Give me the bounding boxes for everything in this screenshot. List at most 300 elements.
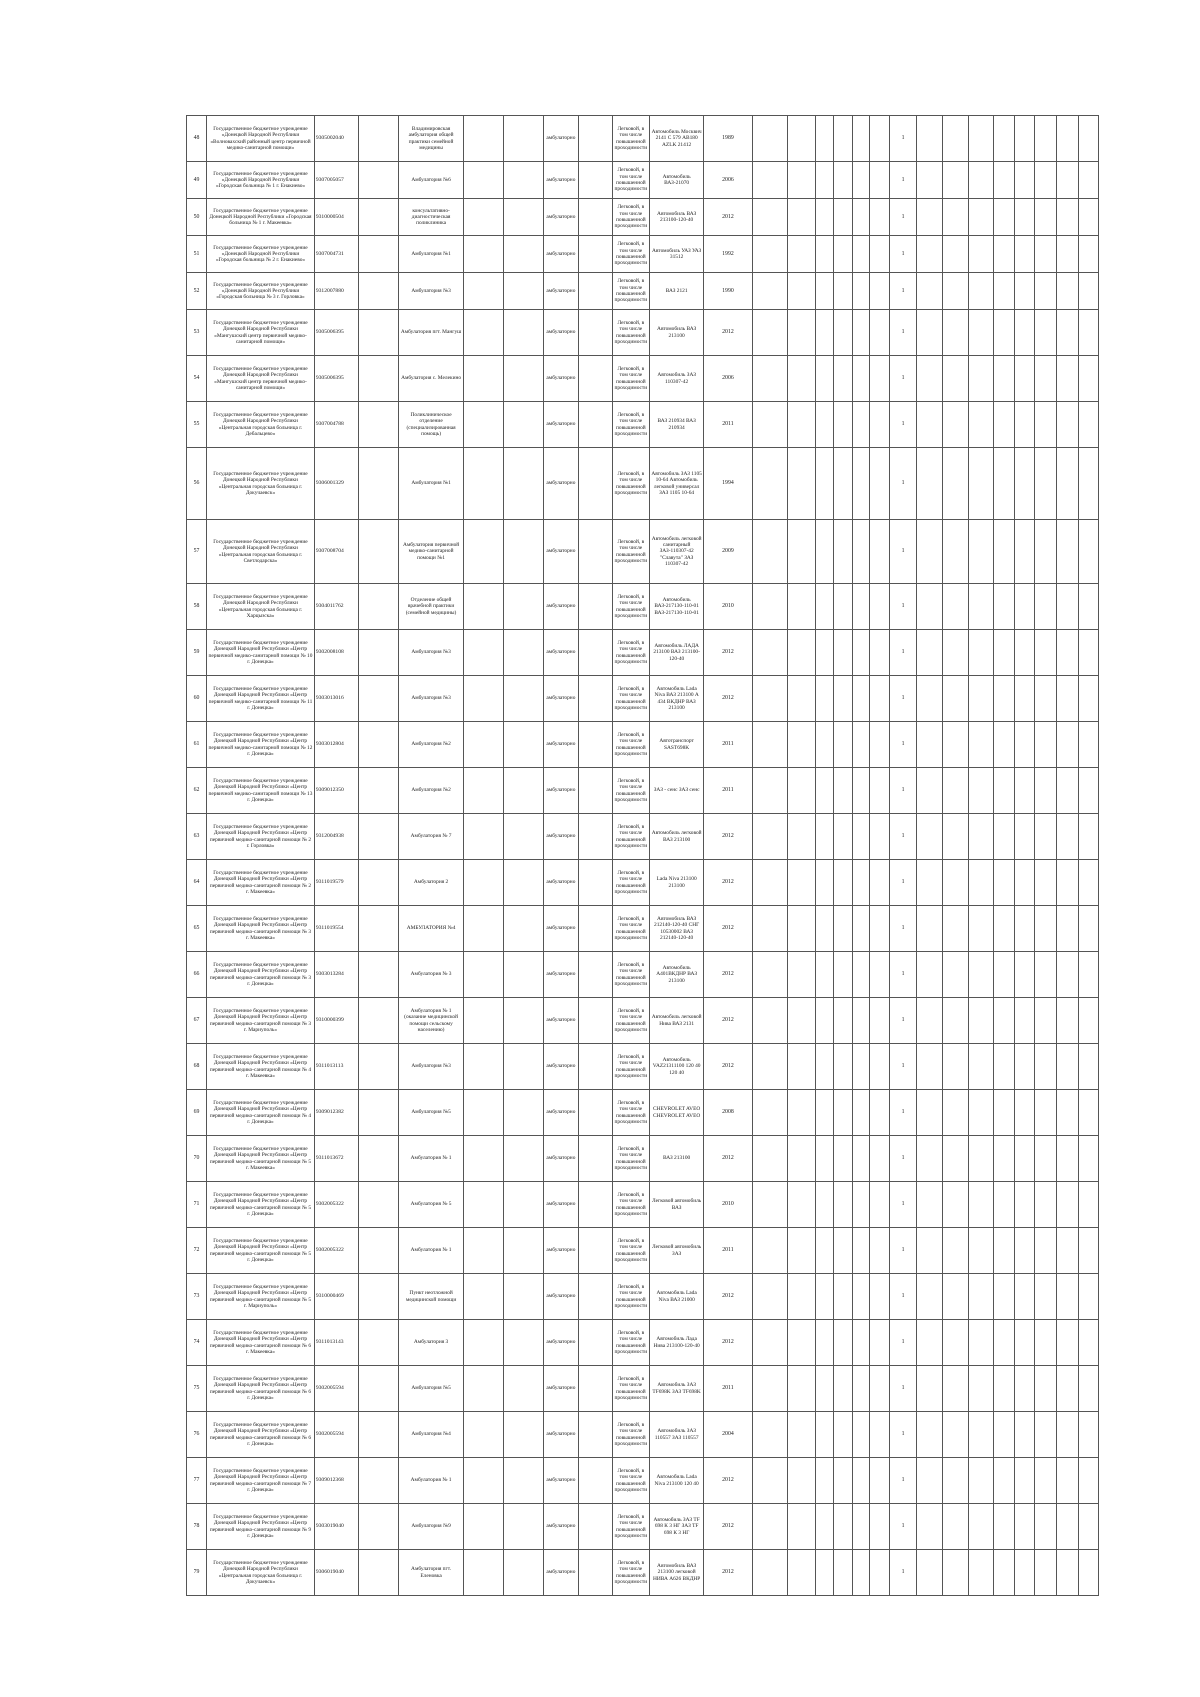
empty-cell (1015, 310, 1035, 356)
care-form: амбулаторно (544, 402, 578, 448)
row-number: 63 (187, 814, 207, 860)
vehicle-model: Автомобиль ВАЗ 213100 (649, 310, 703, 356)
empty-cell (942, 116, 968, 162)
empty-cell (853, 310, 870, 356)
organization-name: Государственное бюджетное учреждение «Донецкой Народной Республики «Волновахский районный центр первичной медико-санитарной помощи» (207, 116, 315, 162)
care-form: амбулаторно (544, 814, 578, 860)
empty-cell (359, 1458, 399, 1504)
vehicle-model: ЗАЗ - сенс ЗАЗ сенс (649, 768, 703, 814)
registry-code: 9302008108 (314, 630, 358, 676)
empty-cell (994, 310, 1015, 356)
empty-cell (853, 1458, 870, 1504)
empty-cell (1035, 310, 1056, 356)
empty-cell (359, 584, 399, 630)
empty-cell (1015, 199, 1035, 236)
empty-cell (816, 814, 834, 860)
care-form: амбулаторно (544, 356, 578, 402)
table-row (187, 448, 1099, 520)
empty-cell (853, 520, 870, 584)
empty-cell (787, 1550, 815, 1596)
table-row (187, 116, 1099, 162)
vehicle-year: 2006 (704, 162, 752, 199)
empty-cell (853, 116, 870, 162)
subdivision-name: Амбулатория №9 (399, 1504, 463, 1550)
empty-cell (359, 1320, 399, 1366)
empty-cell (916, 1412, 942, 1458)
subdivision-name: Амбулатория № 5 (399, 1182, 463, 1228)
vehicle-quantity: 1 (890, 402, 916, 448)
care-form: амбулаторно (544, 998, 578, 1044)
empty-cell (578, 1412, 612, 1458)
empty-cell (1035, 722, 1056, 768)
empty-cell (1035, 520, 1056, 584)
empty-cell (752, 722, 787, 768)
empty-cell (1056, 1504, 1078, 1550)
empty-cell (870, 1504, 890, 1550)
empty-cell (994, 1504, 1015, 1550)
empty-cell (1015, 273, 1035, 310)
vehicle-quantity: 1 (890, 273, 916, 310)
row-number: 76 (187, 1412, 207, 1458)
subdivision-name: Амбулатория №6 (399, 162, 463, 199)
vehicle-category: Легковой, в том числе повышенной проходимости (612, 1182, 649, 1228)
empty-cell (870, 520, 890, 584)
vehicle-year: 2011 (704, 402, 752, 448)
organization-name: Государственное бюджетное учреждение Донецкой Народной Республики «Центральная городская больница г. Светлодарска» (207, 520, 315, 584)
organization-name: Государственное бюджетное учреждение Донецкой Народной Республики «Центр первичной медико-санитарной помощи № 5 г. Донецка» (207, 1228, 315, 1274)
empty-cell (504, 356, 544, 402)
empty-cell (942, 199, 968, 236)
empty-cell (870, 1412, 890, 1458)
subdivision-name: Амбулатория №1 (399, 448, 463, 520)
empty-cell (359, 273, 399, 310)
empty-cell (942, 310, 968, 356)
vehicle-quantity: 1 (890, 1412, 916, 1458)
subdivision-name: Амбулатория №3 (399, 676, 463, 722)
empty-cell (752, 520, 787, 584)
empty-cell (853, 199, 870, 236)
empty-cell (853, 1136, 870, 1182)
empty-cell (968, 1182, 993, 1228)
empty-cell (1078, 584, 1098, 630)
empty-cell (578, 1504, 612, 1550)
empty-cell (834, 273, 853, 310)
vehicle-model: Lada Niva 213100 213100 (649, 860, 703, 906)
empty-cell (504, 402, 544, 448)
empty-cell (870, 116, 890, 162)
row-number: 61 (187, 722, 207, 768)
empty-cell (1035, 199, 1056, 236)
subdivision-name: Амбулатория с. Мелекино (399, 356, 463, 402)
empty-cell (787, 906, 815, 952)
empty-cell (359, 1274, 399, 1320)
registry-code: 9302005594 (314, 1366, 358, 1412)
vehicle-category: Легковой, в том числе повышенной проходимости (612, 310, 649, 356)
empty-cell (853, 1550, 870, 1596)
empty-cell (942, 1044, 968, 1090)
vehicle-year: 1992 (704, 236, 752, 273)
vehicle-quantity: 1 (890, 1090, 916, 1136)
empty-cell (942, 952, 968, 998)
empty-cell (916, 998, 942, 1044)
empty-cell (994, 236, 1015, 273)
table-row (187, 1320, 1099, 1366)
registry-code: 9307008704 (314, 520, 358, 584)
empty-cell (359, 199, 399, 236)
vehicle-category: Легковой, в том числе повышенной проходимости (612, 520, 649, 584)
empty-cell (1015, 1550, 1035, 1596)
care-form: амбулаторно (544, 310, 578, 356)
empty-cell (916, 630, 942, 676)
vehicle-year: 1994 (704, 448, 752, 520)
empty-cell (1035, 1274, 1056, 1320)
registry-code: 9307004731 (314, 236, 358, 273)
vehicle-quantity: 1 (890, 676, 916, 722)
row-number: 77 (187, 1458, 207, 1504)
table-row (187, 952, 1099, 998)
subdivision-name: Поликлиническое отделение (специализированная помощь) (399, 402, 463, 448)
row-number: 67 (187, 998, 207, 1044)
empty-cell (870, 952, 890, 998)
empty-cell (834, 1228, 853, 1274)
empty-cell (816, 998, 834, 1044)
empty-cell (463, 676, 503, 722)
empty-cell (752, 584, 787, 630)
empty-cell (1015, 906, 1035, 952)
organization-name: Государственное бюджетное учреждение Донецкой Народной Республики «Центр первичной медико-санитарной помощи № 2 г. Макеевка» (207, 860, 315, 906)
empty-cell (853, 162, 870, 199)
vehicle-category: Легковой, в том числе повышенной проходимости (612, 162, 649, 199)
empty-cell (1015, 676, 1035, 722)
empty-cell (834, 402, 853, 448)
vehicle-category: Легковой, в том числе повышенной проходимости (612, 906, 649, 952)
empty-cell (1078, 199, 1098, 236)
organization-name: Государственное бюджетное учреждение «Донецкой Народной Республики «Городская больница № 2 г. Енакиево» (207, 236, 315, 273)
empty-cell (359, 116, 399, 162)
empty-cell (1035, 630, 1056, 676)
row-number: 74 (187, 1320, 207, 1366)
table-row (187, 310, 1099, 356)
empty-cell (504, 1136, 544, 1182)
empty-cell (942, 1504, 968, 1550)
empty-cell (1056, 952, 1078, 998)
empty-cell (994, 1458, 1015, 1504)
table-row (187, 676, 1099, 722)
row-number: 54 (187, 356, 207, 402)
empty-cell (968, 310, 993, 356)
empty-cell (752, 906, 787, 952)
empty-cell (1015, 860, 1035, 906)
empty-cell (916, 860, 942, 906)
empty-cell (504, 768, 544, 814)
empty-cell (994, 199, 1015, 236)
empty-cell (578, 310, 612, 356)
empty-cell (578, 402, 612, 448)
empty-cell (916, 1090, 942, 1136)
empty-cell (834, 768, 853, 814)
organization-name: Государственное бюджетное учреждение Донецкой Народной Республики «Центральная городская больница г. Докучаевск» (207, 448, 315, 520)
empty-cell (994, 998, 1015, 1044)
subdivision-name: Амбулатория № 3 (399, 952, 463, 998)
empty-cell (752, 1412, 787, 1458)
empty-cell (504, 1274, 544, 1320)
empty-cell (853, 356, 870, 402)
empty-cell (816, 448, 834, 520)
empty-cell (834, 630, 853, 676)
empty-cell (816, 952, 834, 998)
organization-name: Государственное бюджетное учреждение Донецкой Народной Республики «Центр первичной медико-санитарной помощи № 3 г. Донецка» (207, 952, 315, 998)
vehicle-quantity: 1 (890, 630, 916, 676)
empty-cell (1015, 1504, 1035, 1550)
empty-cell (916, 448, 942, 520)
empty-cell (968, 722, 993, 768)
empty-cell (816, 906, 834, 952)
registry-code: 9312004938 (314, 814, 358, 860)
vehicle-quantity: 1 (890, 448, 916, 520)
vehicle-quantity: 1 (890, 814, 916, 860)
organization-name: Государственное бюджетное учреждение Донецкой Народной Республики «Центр первичной медико-санитарной помощи № 4 г. Макеевка» (207, 1044, 315, 1090)
row-number: 60 (187, 676, 207, 722)
organization-name: Государственное бюджетное учреждение Донецкой Народной Республики «Центр первичной медико-санитарной помощи № 4 г. Донецка» (207, 1090, 315, 1136)
empty-cell (1035, 116, 1056, 162)
empty-cell (916, 162, 942, 199)
empty-cell (853, 814, 870, 860)
empty-cell (1056, 768, 1078, 814)
vehicle-year: 2012 (704, 1044, 752, 1090)
table-row (187, 1458, 1099, 1504)
empty-cell (1056, 906, 1078, 952)
subdivision-name: Амбулатория № 1 (399, 1136, 463, 1182)
empty-cell (1078, 1504, 1098, 1550)
empty-cell (504, 998, 544, 1044)
empty-cell (968, 768, 993, 814)
empty-cell (578, 199, 612, 236)
subdivision-name: Амбулатория пгт. Мангуш (399, 310, 463, 356)
empty-cell (752, 199, 787, 236)
vehicle-model: Автомобиль легковой санитарный ЗАЗ-110307-42 "Славута" ЗАЗ 110307-42 (649, 520, 703, 584)
empty-cell (1056, 448, 1078, 520)
registry-code: 9311013113 (314, 1044, 358, 1090)
row-number: 69 (187, 1090, 207, 1136)
row-number: 51 (187, 236, 207, 273)
empty-cell (463, 584, 503, 630)
organization-name: Государственное бюджетное учреждение Донецкой Народной Республики «Центр первичной медико-санитарной помощи № 12 г. Донецка» (207, 722, 315, 768)
empty-cell (816, 1136, 834, 1182)
care-form: амбулаторно (544, 1274, 578, 1320)
empty-cell (853, 273, 870, 310)
table-row (187, 162, 1099, 199)
empty-cell (359, 236, 399, 273)
empty-cell (994, 273, 1015, 310)
empty-cell (853, 1412, 870, 1458)
empty-cell (994, 1320, 1015, 1366)
vehicle-year: 2012 (704, 1550, 752, 1596)
empty-cell (578, 814, 612, 860)
empty-cell (1078, 860, 1098, 906)
empty-cell (1056, 310, 1078, 356)
empty-cell (787, 356, 815, 402)
empty-cell (853, 1504, 870, 1550)
empty-cell (463, 768, 503, 814)
empty-cell (504, 584, 544, 630)
empty-cell (504, 199, 544, 236)
empty-cell (834, 722, 853, 768)
empty-cell (816, 1274, 834, 1320)
empty-cell (1035, 1412, 1056, 1458)
empty-cell (1056, 1458, 1078, 1504)
subdivision-name: Амбулатория №1 (399, 236, 463, 273)
empty-cell (968, 199, 993, 236)
subdivision-name: Амбулатория №3 (399, 1044, 463, 1090)
empty-cell (1015, 722, 1035, 768)
care-form: амбулаторно (544, 1044, 578, 1090)
empty-cell (504, 162, 544, 199)
organization-name: Государственное бюджетное учреждение Донецкой Народной Республики «Мангушский центр первичной медико-санитарной помощи» (207, 310, 315, 356)
empty-cell (916, 1182, 942, 1228)
empty-cell (816, 1090, 834, 1136)
subdivision-name: Амбулатория №5 (399, 1090, 463, 1136)
registry-code: 9311019554 (314, 906, 358, 952)
organization-name: Государственное бюджетное учреждение Донецкой Народной Республики «Центр первичной медико-санитарной помощи № 13 г. Донецка» (207, 768, 315, 814)
empty-cell (578, 1044, 612, 1090)
empty-cell (853, 768, 870, 814)
empty-cell (816, 676, 834, 722)
empty-cell (752, 1182, 787, 1228)
subdivision-name: Отделение общей врачебной практики (семейной медицины) (399, 584, 463, 630)
empty-cell (870, 162, 890, 199)
empty-cell (504, 1412, 544, 1458)
care-form: амбулаторно (544, 906, 578, 952)
table-row (187, 402, 1099, 448)
empty-cell (1056, 236, 1078, 273)
empty-cell (916, 520, 942, 584)
empty-cell (787, 1320, 815, 1366)
vehicle-model: Автомобиль УАЗ УАЗ 31512 (649, 236, 703, 273)
empty-cell (853, 448, 870, 520)
empty-cell (578, 1320, 612, 1366)
vehicle-category: Легковой, в том числе повышенной проходимости (612, 1550, 649, 1596)
row-number: 59 (187, 630, 207, 676)
subdivision-name: Амбулатория №3 (399, 630, 463, 676)
empty-cell (1078, 236, 1098, 273)
empty-cell (916, 273, 942, 310)
care-form: амбулаторно (544, 448, 578, 520)
empty-cell (870, 998, 890, 1044)
empty-cell (359, 768, 399, 814)
registry-code: 9302005322 (314, 1228, 358, 1274)
empty-cell (834, 906, 853, 952)
empty-cell (994, 162, 1015, 199)
empty-cell (359, 998, 399, 1044)
vehicle-year: 2012 (704, 676, 752, 722)
empty-cell (1035, 860, 1056, 906)
empty-cell (816, 1504, 834, 1550)
empty-cell (504, 1090, 544, 1136)
empty-cell (578, 860, 612, 906)
empty-cell (916, 1274, 942, 1320)
registry-code: 9307005057 (314, 162, 358, 199)
vehicle-category: Легковой, в том числе повышенной проходимости (612, 448, 649, 520)
vehicle-category: Легковой, в том числе повышенной проходимости (612, 273, 649, 310)
empty-cell (994, 448, 1015, 520)
empty-cell (787, 1044, 815, 1090)
row-number: 62 (187, 768, 207, 814)
vehicle-model: Автомобиль ЗАЗ 110557 ЗАЗ 110557 (649, 1412, 703, 1458)
empty-cell (968, 236, 993, 273)
empty-cell (942, 1550, 968, 1596)
empty-cell (787, 273, 815, 310)
empty-cell (359, 814, 399, 860)
care-form: амбулаторно (544, 1320, 578, 1366)
vehicle-model: Легковой автомобиль ЗАЗ (649, 1228, 703, 1274)
subdivision-name: Амбулатория №3 (399, 273, 463, 310)
vehicle-year: 2011 (704, 1228, 752, 1274)
subdivision-name: Амбулатория №2 (399, 768, 463, 814)
empty-cell (968, 402, 993, 448)
empty-cell (1035, 448, 1056, 520)
vehicle-model: Легковой автомобиль ВАЗ (649, 1182, 703, 1228)
organization-name: Государственное бюджетное учреждение Донецкой Народной Республики «Центр первичной медико-санитарной помощи № 10 г. Донецка» (207, 630, 315, 676)
empty-cell (816, 402, 834, 448)
empty-cell (787, 310, 815, 356)
empty-cell (994, 402, 1015, 448)
empty-cell (1015, 1458, 1035, 1504)
empty-cell (1015, 402, 1035, 448)
empty-cell (994, 768, 1015, 814)
vehicle-category: Легковой, в том числе повышенной проходимости (612, 952, 649, 998)
organization-name: Государственное бюджетное учреждение «Донецкой Народной Республики «Городская больница № 1 г. Енакиево» (207, 162, 315, 199)
empty-cell (1078, 1366, 1098, 1412)
vehicle-year: 2011 (704, 1366, 752, 1412)
vehicle-quantity: 1 (890, 768, 916, 814)
empty-cell (787, 1458, 815, 1504)
care-form: амбулаторно (544, 768, 578, 814)
empty-cell (504, 520, 544, 584)
empty-cell (1078, 273, 1098, 310)
vehicle-model: ВАЗ 2121 (649, 273, 703, 310)
empty-cell (359, 676, 399, 722)
empty-cell (463, 952, 503, 998)
care-form: амбулаторно (544, 1182, 578, 1228)
empty-cell (1056, 630, 1078, 676)
empty-cell (752, 1228, 787, 1274)
care-form: амбулаторно (544, 236, 578, 273)
empty-cell (994, 814, 1015, 860)
empty-cell (1015, 520, 1035, 584)
empty-cell (1078, 402, 1098, 448)
empty-cell (1035, 814, 1056, 860)
empty-cell (1078, 630, 1098, 676)
empty-cell (834, 998, 853, 1044)
empty-cell (578, 952, 612, 998)
vehicle-category: Легковой, в том числе повышенной проходимости (612, 676, 649, 722)
vehicle-quantity: 1 (890, 860, 916, 906)
empty-cell (916, 952, 942, 998)
empty-cell (752, 1090, 787, 1136)
empty-cell (834, 1044, 853, 1090)
empty-cell (1035, 236, 1056, 273)
empty-cell (870, 860, 890, 906)
empty-cell (463, 860, 503, 906)
empty-cell (1015, 162, 1035, 199)
empty-cell (463, 1090, 503, 1136)
vehicle-category: Легковой, в том числе повышенной проходимости (612, 860, 649, 906)
empty-cell (942, 722, 968, 768)
empty-cell (359, 310, 399, 356)
empty-cell (968, 1044, 993, 1090)
empty-cell (1078, 116, 1098, 162)
vehicle-year: 2012 (704, 1504, 752, 1550)
